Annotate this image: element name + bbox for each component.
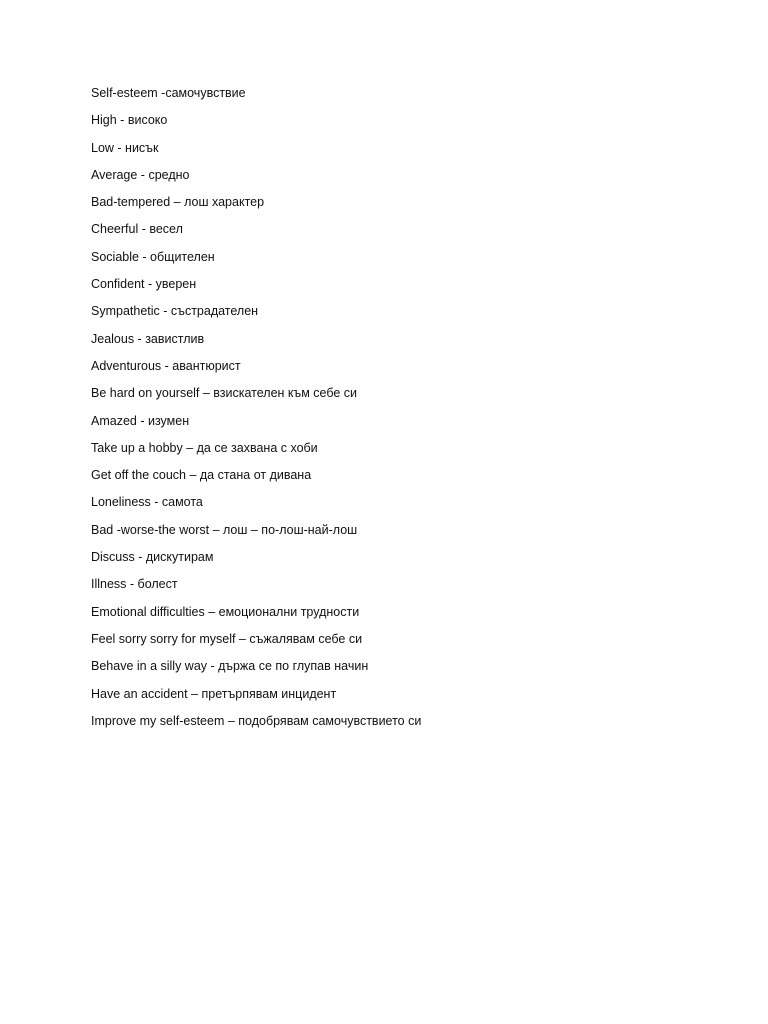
vocab-line: Amazed - изумен (91, 413, 190, 428)
vocab-line: Get off the couch – да стана от дивана (91, 468, 312, 483)
vocab-line: Take up a hobby – да се захвана с хоби (91, 440, 318, 455)
vocab-line: Bad-tempered – лош характер (91, 195, 265, 210)
vocab-line: Have an accident – претърпявам инцидент (91, 686, 337, 701)
vocabulary-list (91, 84, 421, 739)
vocab-line: Emotional difficulties – емоционални трудности (91, 604, 360, 619)
vocab-line: Illness - болест (91, 577, 178, 592)
vocab-line: Sympathetic - състрадателен (91, 304, 259, 319)
vocab-line: Improve my self-esteem – подобрявам самочувствието си (91, 713, 422, 728)
vocab-line: Self-esteem -самочувствие (91, 86, 246, 100)
vocab-line: Cheerful - весел (91, 222, 183, 237)
vocab-line: Average - средно (91, 167, 190, 182)
vocab-line: High - високо (91, 113, 168, 128)
vocab-line: Loneliness - самота (91, 495, 203, 510)
vocab-line: Confident - уверен (91, 277, 197, 292)
vocab-line: Bad -worse-the worst – лош – по-лош-най-лош (91, 522, 358, 537)
vocab-line: Adventurous - авантюрист (91, 358, 241, 373)
vocab-line: Behave in a silly way - държа се по глупав начин (91, 659, 369, 674)
vocab-line: Jealous - завистлив (91, 331, 205, 346)
vocab-line: Feel sorry sorry for myself – съжалявам себе си (91, 631, 363, 646)
vocab-line: Low - нисък (91, 140, 159, 155)
vocab-line: Sociable - общителен (91, 249, 215, 264)
vocab-line: Be hard on yourself – взискателен към себе си (91, 386, 358, 401)
vocab-line: Discuss - дискутирам (91, 550, 214, 565)
